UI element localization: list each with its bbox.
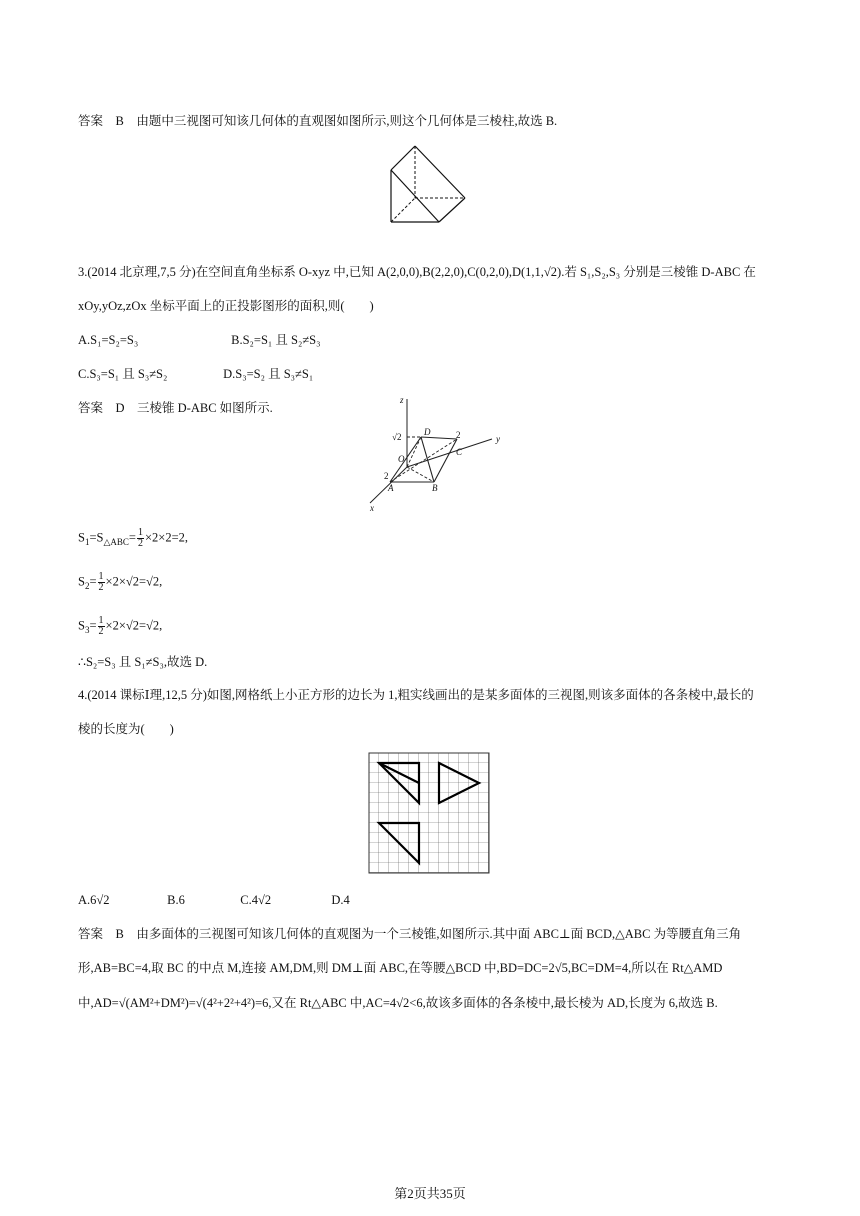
point-c-label: C xyxy=(456,447,463,457)
q4-option-c: C.4√2 xyxy=(240,893,272,907)
fraction-one-half: $\frac{1}{2}$ xyxy=(98,615,104,637)
q3-stem-line2: xOy,yOz,zOx 坐标平面上的正投影图形的面积,则( ) xyxy=(78,299,374,313)
q3-stem-line1: 3.(2014 北京理,7,5 分)在空间直角坐标系 O-xyz 中,已知 A(2,0,0),B(2,2,0),C(0,2,0),D(1,1,√2).若 S₁,S₂,S₃ 分别是三棱锥 D-ABC 在 xyxy=(78,265,756,279)
q3-options-cd xyxy=(78,368,313,381)
q4-stem-line1: 4.(2014 课标Ⅰ理,12,5 分)如图,网格纸上小正方形的边长为 1,粗实线画出的是某多面体的三视图,则该多面体的各条棱中,最长的 xyxy=(78,688,754,702)
q3-answer: 答案 D 三棱锥 D-ABC 如图所示. xyxy=(78,401,273,415)
sqrt2-label: √2 xyxy=(392,432,402,442)
q3-option-b: B.S₂=S₁ 且 S₂≠S₃ xyxy=(231,333,321,347)
tick-2-x-label: 2 xyxy=(384,471,389,481)
point-d-label: D xyxy=(424,427,431,437)
point-b-label: B xyxy=(432,483,438,493)
q4-answer-line1: 答案 B 由多面体的三视图可知该几何体的直观图为一个三棱锥,如图所示.其中面 ABC⊥面 BCD,△ABC 为等腰直角三角 xyxy=(78,927,742,941)
q4-option-a: A.6√2 xyxy=(78,893,110,907)
tetrahedron-figure xyxy=(362,395,507,513)
q2-answer: 答案 B 由题中三视图可知该几何体的直观图如图所示,则这个几何体是三棱柱,故选 B. xyxy=(78,114,558,128)
q3-option-d: D.S₃=S₂ 且 S₃≠S₁ xyxy=(223,367,314,381)
q4-answer-line3: 中,AD=√(AM²+DM²)=√(4²+2²+4²)=6,又在 Rt△ABC 中,AC=4√2<6,故该多面体的各条棱中,最长棱为 AD,长度为 6,故选 B. xyxy=(78,996,718,1010)
point-a-label: A xyxy=(388,483,394,493)
q4-option-b: B.6 xyxy=(167,893,185,907)
q4-stem-line2: 棱的长度为( ) xyxy=(78,722,174,736)
page-footer: 第2页共35页 xyxy=(394,1186,466,1201)
q3-option-a: A.S₁=S₂=S₃ xyxy=(78,333,139,347)
fraction-one-half: $\frac{1}{2}$ xyxy=(98,571,104,593)
s3-equation: $S_3=$ $\frac{1}{2}$ ×2×√2=√2, xyxy=(78,615,163,637)
q4-options xyxy=(78,894,350,907)
q3-conclusion: ∴S₂=S₃ 且 S₁≠S₃,故选 D. xyxy=(78,655,208,669)
prism-figure xyxy=(385,140,475,226)
axis-y-label: y xyxy=(496,434,500,444)
q3-option-c: C.S₃=S₁ 且 S₃≠S₂ xyxy=(78,367,168,381)
tick-2-y-label: 2 xyxy=(456,430,461,440)
q4-answer-line2: 形,AB=BC=4,取 BC 的中点 M,连接 AM,DM,则 DM⊥面 ABC,在等腰△BCD 中,BD=DC=2√5,BC=DM=4,所以在 Rt△AMD xyxy=(78,961,723,975)
s1-equation: $S_1=S_{\triangle ABC}=$ $\frac{1}{2}$ ×2×2=2, xyxy=(78,527,188,549)
origin-label: O xyxy=(398,454,405,464)
axis-x-label: x xyxy=(370,503,374,513)
s2-equation: $S_2=$ $\frac{1}{2}$ ×2×√2=√2, xyxy=(78,571,163,593)
three-view-grid xyxy=(368,752,492,876)
q3-options-ab xyxy=(78,334,321,347)
fraction-one-half: $\frac{1}{2}$ xyxy=(137,527,143,549)
q4-option-d: D.4 xyxy=(331,893,350,907)
axis-z-label: z xyxy=(400,395,404,405)
